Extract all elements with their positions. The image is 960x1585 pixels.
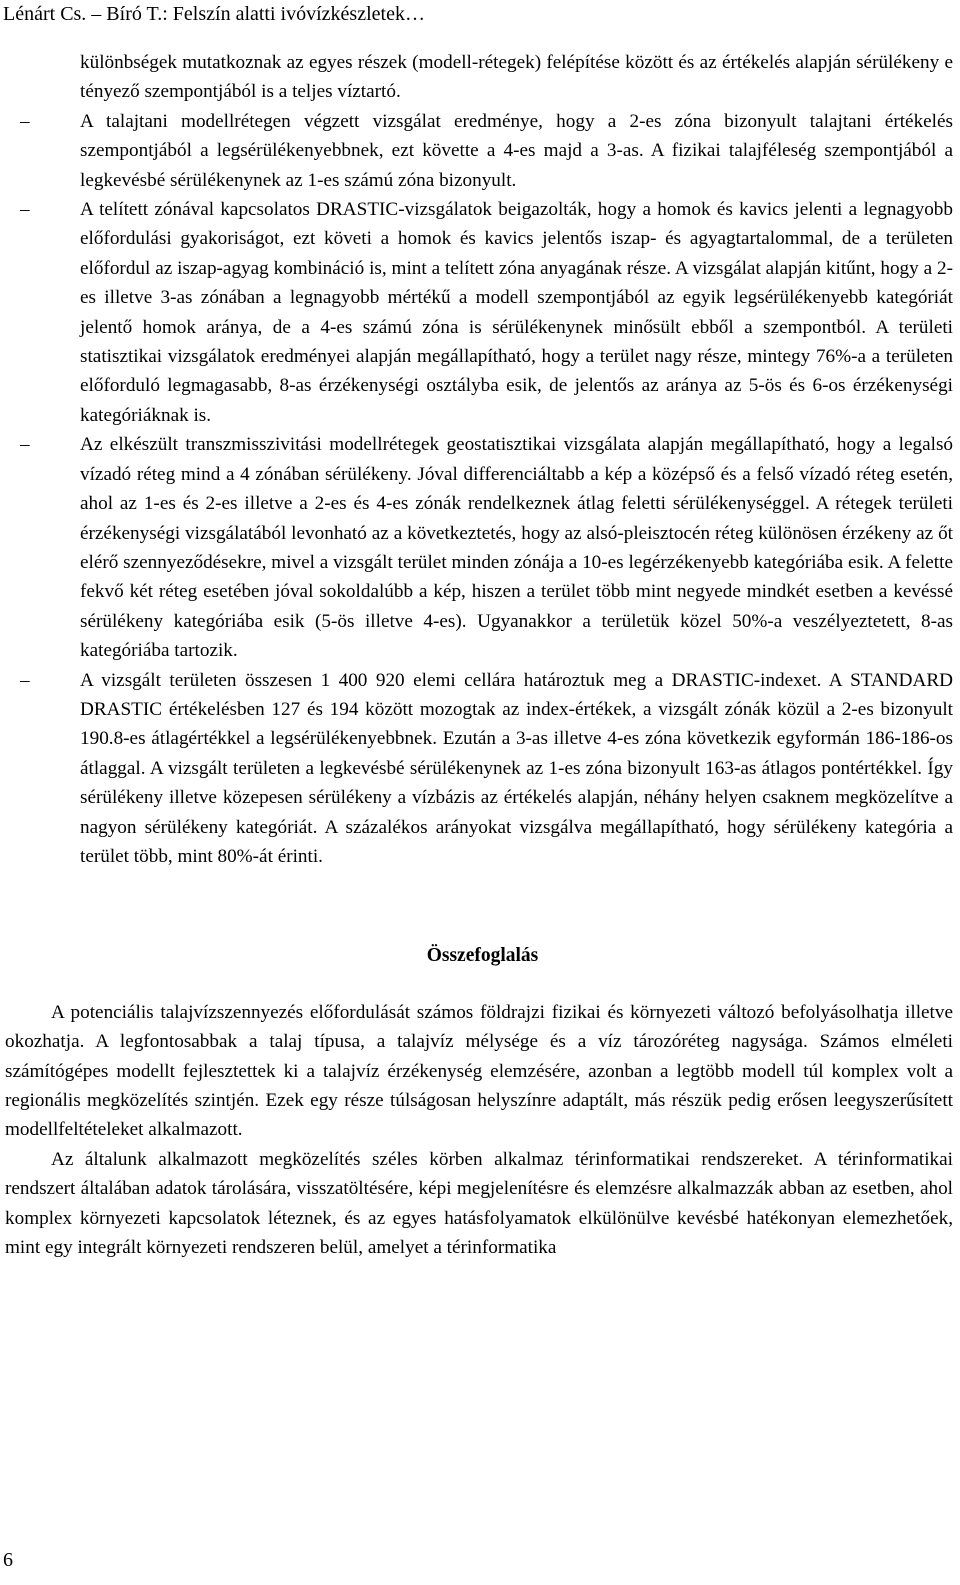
dash-marker: – <box>20 199 30 221</box>
dash-marker: – <box>20 669 30 691</box>
page-content <box>0 48 960 1262</box>
dash-marker: – <box>20 434 30 456</box>
dash-list <box>0 107 960 872</box>
summary-paragraph: Az általunk alkalmazott megközelítés széles körben alkalmaz térinformatikai rendszereket. A térinformatikai rendszert általában adatok tárolására, visszatöltésére, képi megjelenítésre és elemzésre alkalmazzák abban az esetben, ahol komplex környezeti kapcsolatok léteznek, és az egyes hatásfolyamatok elkülönülve kevésbé hatékonyan elemezhetőek, mint egy integrált környezeti rendszeren belül, amelyet a térinformatika <box>5 1148 953 1259</box>
dash-list-item-text: A telített zónával kapcsolatos DRASTIC-vizsgálatok beigazolták, hogy a homok és kavics jelenti a legnagyobb előfordulási gyakoriságot, ezt követi a homok és kavics jelentős iszap- és agyagtartalommal, de a területen előfordul az iszap-agyag kombináció is, mint a telített zóna anyagának része. A vizsgálat alapján kitűnt, hogy a 2-es illetve 3-as zónában a legnagyobb mértékű a modell szempontjából az egyik legsérülékenyebb kategóriát jelentő homok aránya, de a 4-es számú zóna is sérülékenynek minősült ebből a szempontból. A területi statisztikai vizsgálatok eredményei alapján megállapítható, hogy a terület nagy része, mintegy 76%-a a területen előforduló legmagasabb, 8-as érzékenységi osztályba esik, de jelentős az aránya az 5-ös és 6-os érzékenységi kategóriáknak is. <box>80 199 953 426</box>
continuation-paragraph: különbségek mutatkoznak az egyes részek (modell-rétegek) felépítése között és az értékelés alapján sérülékeny e tényező szempontjából is a teljes víztartó. <box>80 52 953 103</box>
dash-list-item-text: A talajtani modellrétegen végzett vizsgálat eredménye, hogy a 2-es zóna bizonyult talajtani értékelés szempontjából a legsérülékenyebbnek, ezt követte a 4-es majd a 3-as. A fizikai talajféleség szempontjából a legkevésbé sérülékenynek az 1-es számú zóna bizonyult. <box>80 110 953 191</box>
dash-list-item-text: A vizsgált területen összesen 1 400 920 elemi cellára határoztuk meg a DRASTIC-indexet. A STANDARD DRASTIC értékelésben 127 és 194 között mozogtak az index-értékek, a vizsgált zónák közül a 2-es bizonyult 190.8-es átlagértékkel a legsérülékenyebbnek. Ezután a 3-as illetve 4-es zóna következik egyformán 186-186-os átlaggal. A vizsgált területen a legkevésbé sérülékenynek az 1-es zóna bizonyult 163-as átlagos pontértékkel. Így sérülékeny illetve közepesen sérülékeny a vízbázis az értékelés alapján, néhány helyen csaknem megközelítve a nagyon sérülékeny kategóriát. A százalékos arányokat vizsgálva megállapítható, hogy sérülékeny kategória a terület több, mint 80%-át érinti. <box>80 669 953 867</box>
dash-list-item <box>20 107 953 195</box>
summary-paragraph: A potenciális talajvízszennyezés előfordulását számos földrajzi fizikai és környezeti változó befolyásolhatja illetve okozhatja. A legfontosabbak a talaj típusa, a talajvíz mélysége és a víz tározóréteg nagysága. Számos elméleti számítógépes modellt fejlesztettek ki a talajvíz érzékenység elemzésére, azonban a legtöbb modell túl komplex volt a regionális megközelítés szintjén. Ezek egy része túlságosan helyszínre adaptált, más részük pedig erősen leegyszerűsített modellfeltételeket alkalmazott. <box>5 1001 953 1141</box>
dash-list-item-text: Az elkészült transzmisszivitási modellrétegek geostatisztikai vizsgálata alapján megállapítható, hogy a legalsó vízadó réteg mind a 4 zónában sérülékeny. Jóval differenciáltabb a kép a középső és a felső vízadó réteg esetén, ahol az 1-es és 2-es illetve a 2-es és 4-es zónák rendelkeznek átlag feletti sérülékenységgel. A rétegek területi érzékenységi vizsgálatából levonható az a következtetés, hogy az alsó-pleisztocén réteg különösen érzékeny az őt elérő szennyeződésekre, mivel a vizsgált terület minden zónája a 10-es legérzékenyebb kategóriába esik. A felette fekvő két réteg esetében jóval sokoldalúbb a kép, hiszen a terület több mint negyede mindkét esetben a kevéssé sérülékeny kategóriába esik (5-ös illetve 4-es). Ugyanakkor a területük közel 50%-a veszélyeztetett, 8-as kategóriába tartozik. <box>80 434 953 662</box>
dash-marker: – <box>20 110 30 132</box>
dash-list-item <box>20 195 953 430</box>
dash-list-item <box>20 666 953 872</box>
page-number: 6 <box>3 1549 13 1571</box>
summary-heading: Összefoglalás <box>426 945 539 967</box>
dash-list-item <box>20 430 953 665</box>
running-header: Lénárt Cs. – Bíró T.: Felszín alatti ivóvízkészletek… <box>3 3 425 25</box>
